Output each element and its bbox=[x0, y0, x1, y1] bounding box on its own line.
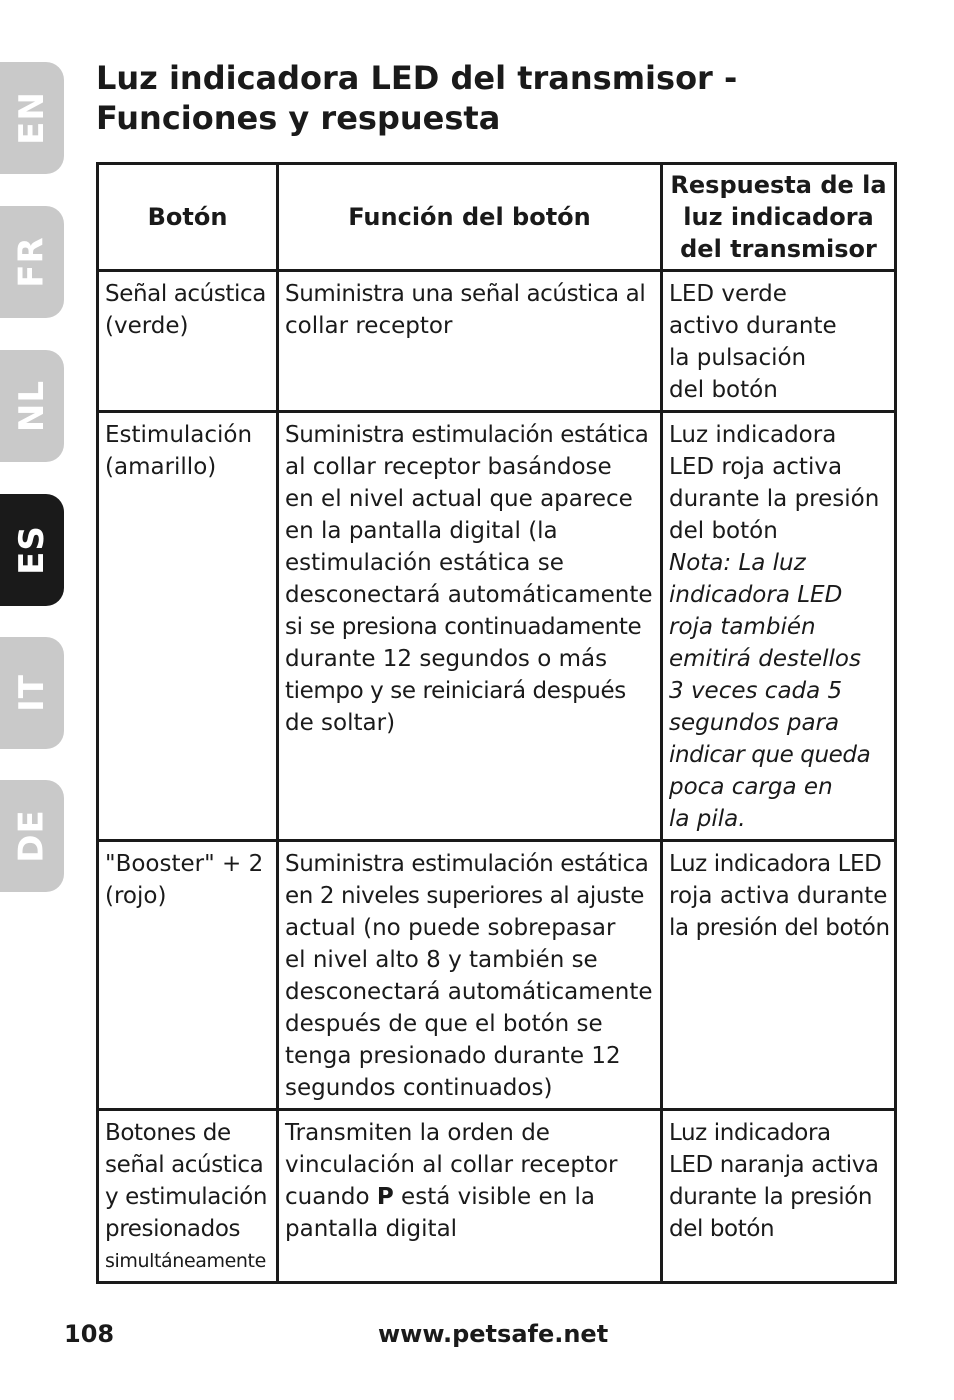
cell-line: Suministra estimulación estática bbox=[285, 851, 649, 877]
table-row bbox=[98, 412, 896, 841]
cell-button bbox=[98, 412, 278, 841]
lang-tab-de[interactable] bbox=[0, 780, 64, 892]
lang-tab-it[interactable] bbox=[0, 637, 64, 749]
table-header-row bbox=[98, 164, 896, 271]
lang-tab-en[interactable] bbox=[0, 62, 64, 174]
cell-line: LED roja activa bbox=[669, 454, 843, 480]
cell-line: de soltar) bbox=[285, 710, 396, 736]
cell-response bbox=[662, 271, 896, 412]
cell-line: en el nivel actual que aparece bbox=[285, 486, 633, 512]
cell-button bbox=[98, 1110, 278, 1283]
cell-function bbox=[278, 841, 662, 1110]
cell-line: la pulsación bbox=[669, 345, 807, 371]
cell-line: la presión del botón bbox=[669, 915, 890, 941]
cell-line: tiempo y se reiniciará después bbox=[285, 678, 626, 704]
note-line: 3 veces cada 5 bbox=[669, 678, 843, 704]
cell-line: Luz indicadora LED bbox=[669, 851, 882, 877]
cell-line: actual (no puede sobrepasar bbox=[285, 915, 616, 941]
cell-response bbox=[662, 841, 896, 1110]
cell-line: tenga presionado durante 12 bbox=[285, 1043, 621, 1069]
cell-text: está visible en la bbox=[393, 1184, 595, 1210]
cell-line: señal acústica bbox=[105, 1152, 264, 1178]
lang-tab-label: NL bbox=[12, 379, 52, 433]
cell-line: LED verde bbox=[669, 281, 787, 307]
cell-line: Transmiten la orden de bbox=[285, 1120, 550, 1146]
lang-tab-label: EN bbox=[12, 91, 52, 145]
lang-tab-nl[interactable] bbox=[0, 350, 64, 462]
cell-line: vinculación al collar receptor bbox=[285, 1152, 618, 1178]
lang-tab-label: IT bbox=[12, 674, 52, 712]
header-response bbox=[662, 164, 896, 271]
header-line: Respuesta de la bbox=[670, 171, 887, 199]
cell-line: en 2 niveles superiores al ajuste bbox=[285, 883, 644, 909]
website-url[interactable]: www.petsafe.net bbox=[378, 1320, 609, 1348]
cell-line: Botones de bbox=[105, 1120, 231, 1146]
cell-line: pantalla digital bbox=[285, 1216, 458, 1242]
led-functions-table bbox=[96, 162, 897, 1284]
cell-line: "Booster" + 2 bbox=[105, 851, 264, 877]
cell-line: durante 12 segundos o más bbox=[285, 646, 608, 672]
note-line: la pila. bbox=[669, 806, 746, 832]
cell-button bbox=[98, 271, 278, 412]
cell-line: presionados bbox=[105, 1216, 241, 1242]
lang-tab-label: FR bbox=[12, 236, 52, 288]
cell-line: estimulación estática se bbox=[285, 550, 564, 576]
page-number: 108 bbox=[64, 1320, 115, 1348]
cell-line: (rojo) bbox=[105, 883, 167, 909]
note-line: emitirá destellos bbox=[669, 646, 861, 672]
cell-line bbox=[285, 1181, 654, 1213]
cell-line: desconectará automáticamente bbox=[285, 979, 653, 1005]
cell-line: Suministra una señal acústica al bbox=[285, 281, 646, 307]
pairing-symbol: P bbox=[376, 1184, 394, 1210]
note-line: roja también bbox=[669, 614, 816, 640]
cell-line: (verde) bbox=[105, 313, 189, 339]
cell-line: durante la presión bbox=[669, 1184, 873, 1210]
note-line: segundos para bbox=[669, 710, 840, 736]
cell-function bbox=[278, 412, 662, 841]
header-line: del transmisor bbox=[680, 235, 877, 263]
cell-line: si se presiona continuadamente bbox=[285, 614, 642, 640]
cell-function bbox=[278, 271, 662, 412]
cell-line: Suministra estimulación estática bbox=[285, 422, 649, 448]
page-title bbox=[96, 58, 916, 138]
header-line: luz indicadora bbox=[683, 203, 874, 231]
cell-text: cuando bbox=[285, 1184, 377, 1210]
page-title-line: Funciones y respuesta bbox=[96, 99, 501, 137]
cell-line: al collar receptor basándose bbox=[285, 454, 612, 480]
note-line: Nota: La luz bbox=[669, 550, 806, 576]
cell-line: del botón bbox=[669, 518, 778, 544]
cell-line: Luz indicadora bbox=[669, 422, 837, 448]
cell-line: LED naranja activa bbox=[669, 1152, 879, 1178]
cell-line: el nivel alto 8 y también se bbox=[285, 947, 598, 973]
cell-line: y estimulación bbox=[105, 1184, 268, 1210]
lang-tab-label: ES bbox=[12, 525, 52, 575]
table-row bbox=[98, 841, 896, 1110]
header-button: Botón bbox=[98, 164, 278, 271]
cell-line: roja activa durante bbox=[669, 883, 888, 909]
cell-response bbox=[662, 1110, 896, 1283]
cell-line: después de que el botón se bbox=[285, 1011, 603, 1037]
note-line: indicar que queda bbox=[669, 742, 871, 768]
note-line: indicadora LED bbox=[669, 582, 843, 608]
cell-line: Luz indicadora bbox=[669, 1120, 831, 1146]
cell-line: del botón bbox=[669, 1216, 775, 1242]
cell-line: collar receptor bbox=[285, 313, 453, 339]
cell-line: segundos continuados) bbox=[285, 1075, 553, 1101]
cell-line: durante la presión bbox=[669, 486, 880, 512]
cell-line: del botón bbox=[669, 377, 778, 403]
cell-response bbox=[662, 412, 896, 841]
cell-line: Señal acústica bbox=[105, 281, 266, 307]
cell-line: activo durante bbox=[669, 313, 837, 339]
cell-button bbox=[98, 841, 278, 1110]
table-row bbox=[98, 271, 896, 412]
cell-line: Estimulación bbox=[105, 422, 253, 448]
page-title-line: Luz indicadora LED del transmisor - bbox=[96, 59, 738, 97]
header-function: Función del botón bbox=[278, 164, 662, 271]
table-row bbox=[98, 1110, 896, 1283]
cell-line: (amarillo) bbox=[105, 454, 217, 480]
lang-tab-es[interactable] bbox=[0, 494, 64, 606]
lang-tab-label: DE bbox=[11, 809, 52, 863]
cell-function bbox=[278, 1110, 662, 1283]
cell-line: desconectará automáticamente bbox=[285, 582, 653, 608]
cell-line: en la pantalla digital (la bbox=[285, 518, 558, 544]
lang-tab-fr[interactable] bbox=[0, 206, 64, 318]
note-line: poca carga en bbox=[669, 774, 833, 800]
cell-line: simultáneamente bbox=[105, 1250, 266, 1272]
